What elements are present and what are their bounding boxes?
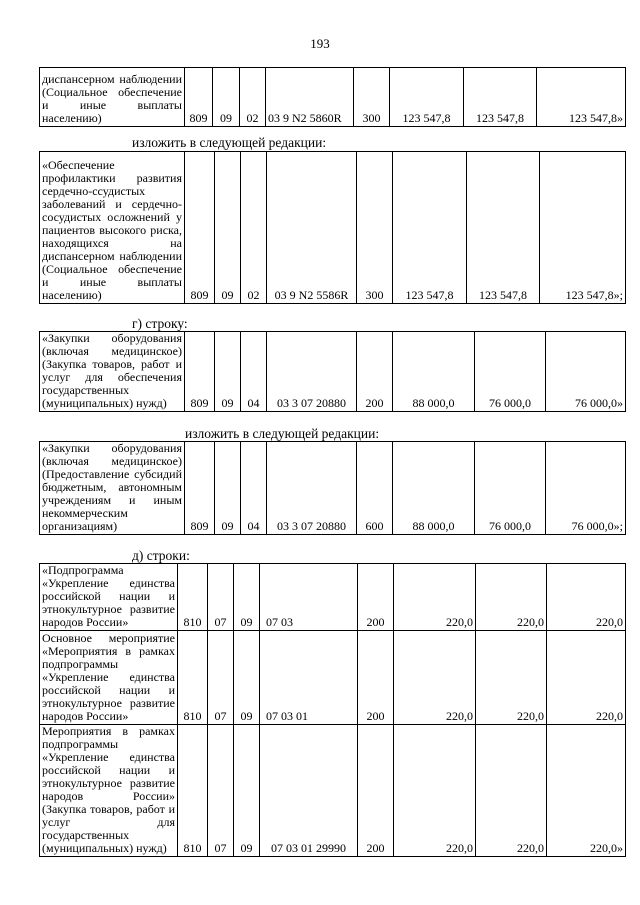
amount-year-1: 220,0 [394,725,476,857]
ved-code: 810 [178,631,208,725]
table-row [40,332,626,412]
amount-year-3: 123 547,8»; [540,152,626,304]
row-description: «Обеспечение профилактики развития сердечно-ссудистых заболеваний и сердечно-сосудистых осложнений у пациентов высокого риска, находящихся на диспансерном наблюдении (Социальное обеспечение и иные выплаты населению) [40,152,185,304]
table-row [40,442,626,535]
section-code: 09 [215,442,241,535]
subsection-code: 09 [234,725,260,857]
section-code: 07 [208,725,234,857]
page-number: 193 [310,36,330,51]
expense-type-code: 600 [357,442,393,535]
amount-year-2: 76 000,0 [475,442,546,535]
section-code: 09 [215,332,241,412]
subsection-code: 09 [234,631,260,725]
caption-replace-1: изложить в следующей редакции: [132,135,327,150]
section-code: 07 [208,631,234,725]
expense-type-code: 200 [358,631,394,725]
target-article-code: 03 3 07 20880 [267,442,357,535]
subsection-code: 04 [241,442,267,535]
amount-year-1: 123 547,8 [390,68,464,127]
amount-year-2: 220,0 [476,564,547,631]
ved-code: 809 [185,68,213,127]
section-code: 09 [213,68,240,127]
target-article-code: 07 03 [260,564,358,631]
table-row [40,68,626,127]
caption-replace-2: изложить в следующей редакции: [185,426,380,441]
target-article-code: 07 03 01 29990 [260,725,358,857]
amount-year-1: 88 000,0 [393,442,475,535]
row-description: диспансерном наблюдении (Социальное обеспечение и иные выплаты населению) [40,68,185,127]
subsection-code: 02 [240,68,266,127]
budget-table-1 [39,67,626,127]
amount-year-2: 76 000,0 [475,332,546,412]
amount-year-1: 88 000,0 [393,332,475,412]
target-article-code: 03 3 07 20880 [267,332,357,412]
subsection-code: 04 [241,332,267,412]
row-description: Основное мероприятие «Мероприятия в рамках подпрограммы «Укрепление единства российской нации и этнокультурное развитие народов России» [40,631,178,725]
section-code: 09 [215,152,241,304]
subsection-code: 09 [234,564,260,631]
expense-type-code: 200 [358,564,394,631]
table-row [40,631,626,725]
amount-year-3: 76 000,0»; [546,442,626,535]
target-article-code: 03 9 N2 5586R [267,152,357,304]
amount-year-3: 220,0 [547,631,626,725]
budget-table-3 [39,331,626,412]
row-description: «Подпрограмма «Укрепление единства российской нации и этнокультурное развитие народов России» [40,564,178,631]
amount-year-3: 76 000,0» [546,332,626,412]
ved-code: 810 [178,725,208,857]
row-description: «Закупки оборудования (включая медицинское) (Закупка товаров, работ и услуг для обеспечения государственных (муниципальных) нужд) [40,332,185,412]
budget-table-5 [39,563,626,857]
expense-type-code: 200 [357,332,393,412]
amount-year-3: 123 547,8» [537,68,626,127]
budget-table-4 [39,441,626,535]
amount-year-1: 220,0 [394,631,476,725]
ved-code: 809 [185,442,215,535]
ved-code: 809 [185,152,215,304]
ved-code: 810 [178,564,208,631]
amount-year-2: 123 547,8 [467,152,540,304]
amount-year-2: 123 547,8 [464,68,537,127]
amount-year-2: 220,0 [476,631,547,725]
target-article-code: 03 9 N2 5860R [266,68,354,127]
amount-year-1: 123 547,8 [393,152,467,304]
amount-year-3: 220,0» [547,725,626,857]
caption-line-g: г) строку: [132,316,188,331]
section-code: 07 [208,564,234,631]
amount-year-1: 220,0 [394,564,476,631]
ved-code: 809 [185,332,215,412]
budget-table-2 [39,151,626,304]
expense-type-code: 200 [358,725,394,857]
subsection-code: 02 [241,152,267,304]
expense-type-code: 300 [354,68,390,127]
table-row [40,152,626,304]
amount-year-2: 220,0 [476,725,547,857]
row-description: «Закупки оборудования (включая медицинское) (Предоставление субсидий бюджетным, автономным учреждениям и иным некоммерческим организациям) [40,442,185,535]
row-description: Мероприятия в рамках подпрограммы «Укрепление единства российской нации и этнокультурное развитие народов России» (Закупка товаров, работ и услуг для государственных (муниципальных) нужд) [40,725,178,857]
table-row [40,725,626,857]
amount-year-3: 220,0 [547,564,626,631]
caption-line-d: д) строки: [132,548,190,563]
target-article-code: 07 03 01 [260,631,358,725]
expense-type-code: 300 [357,152,393,304]
table-row [40,564,626,631]
